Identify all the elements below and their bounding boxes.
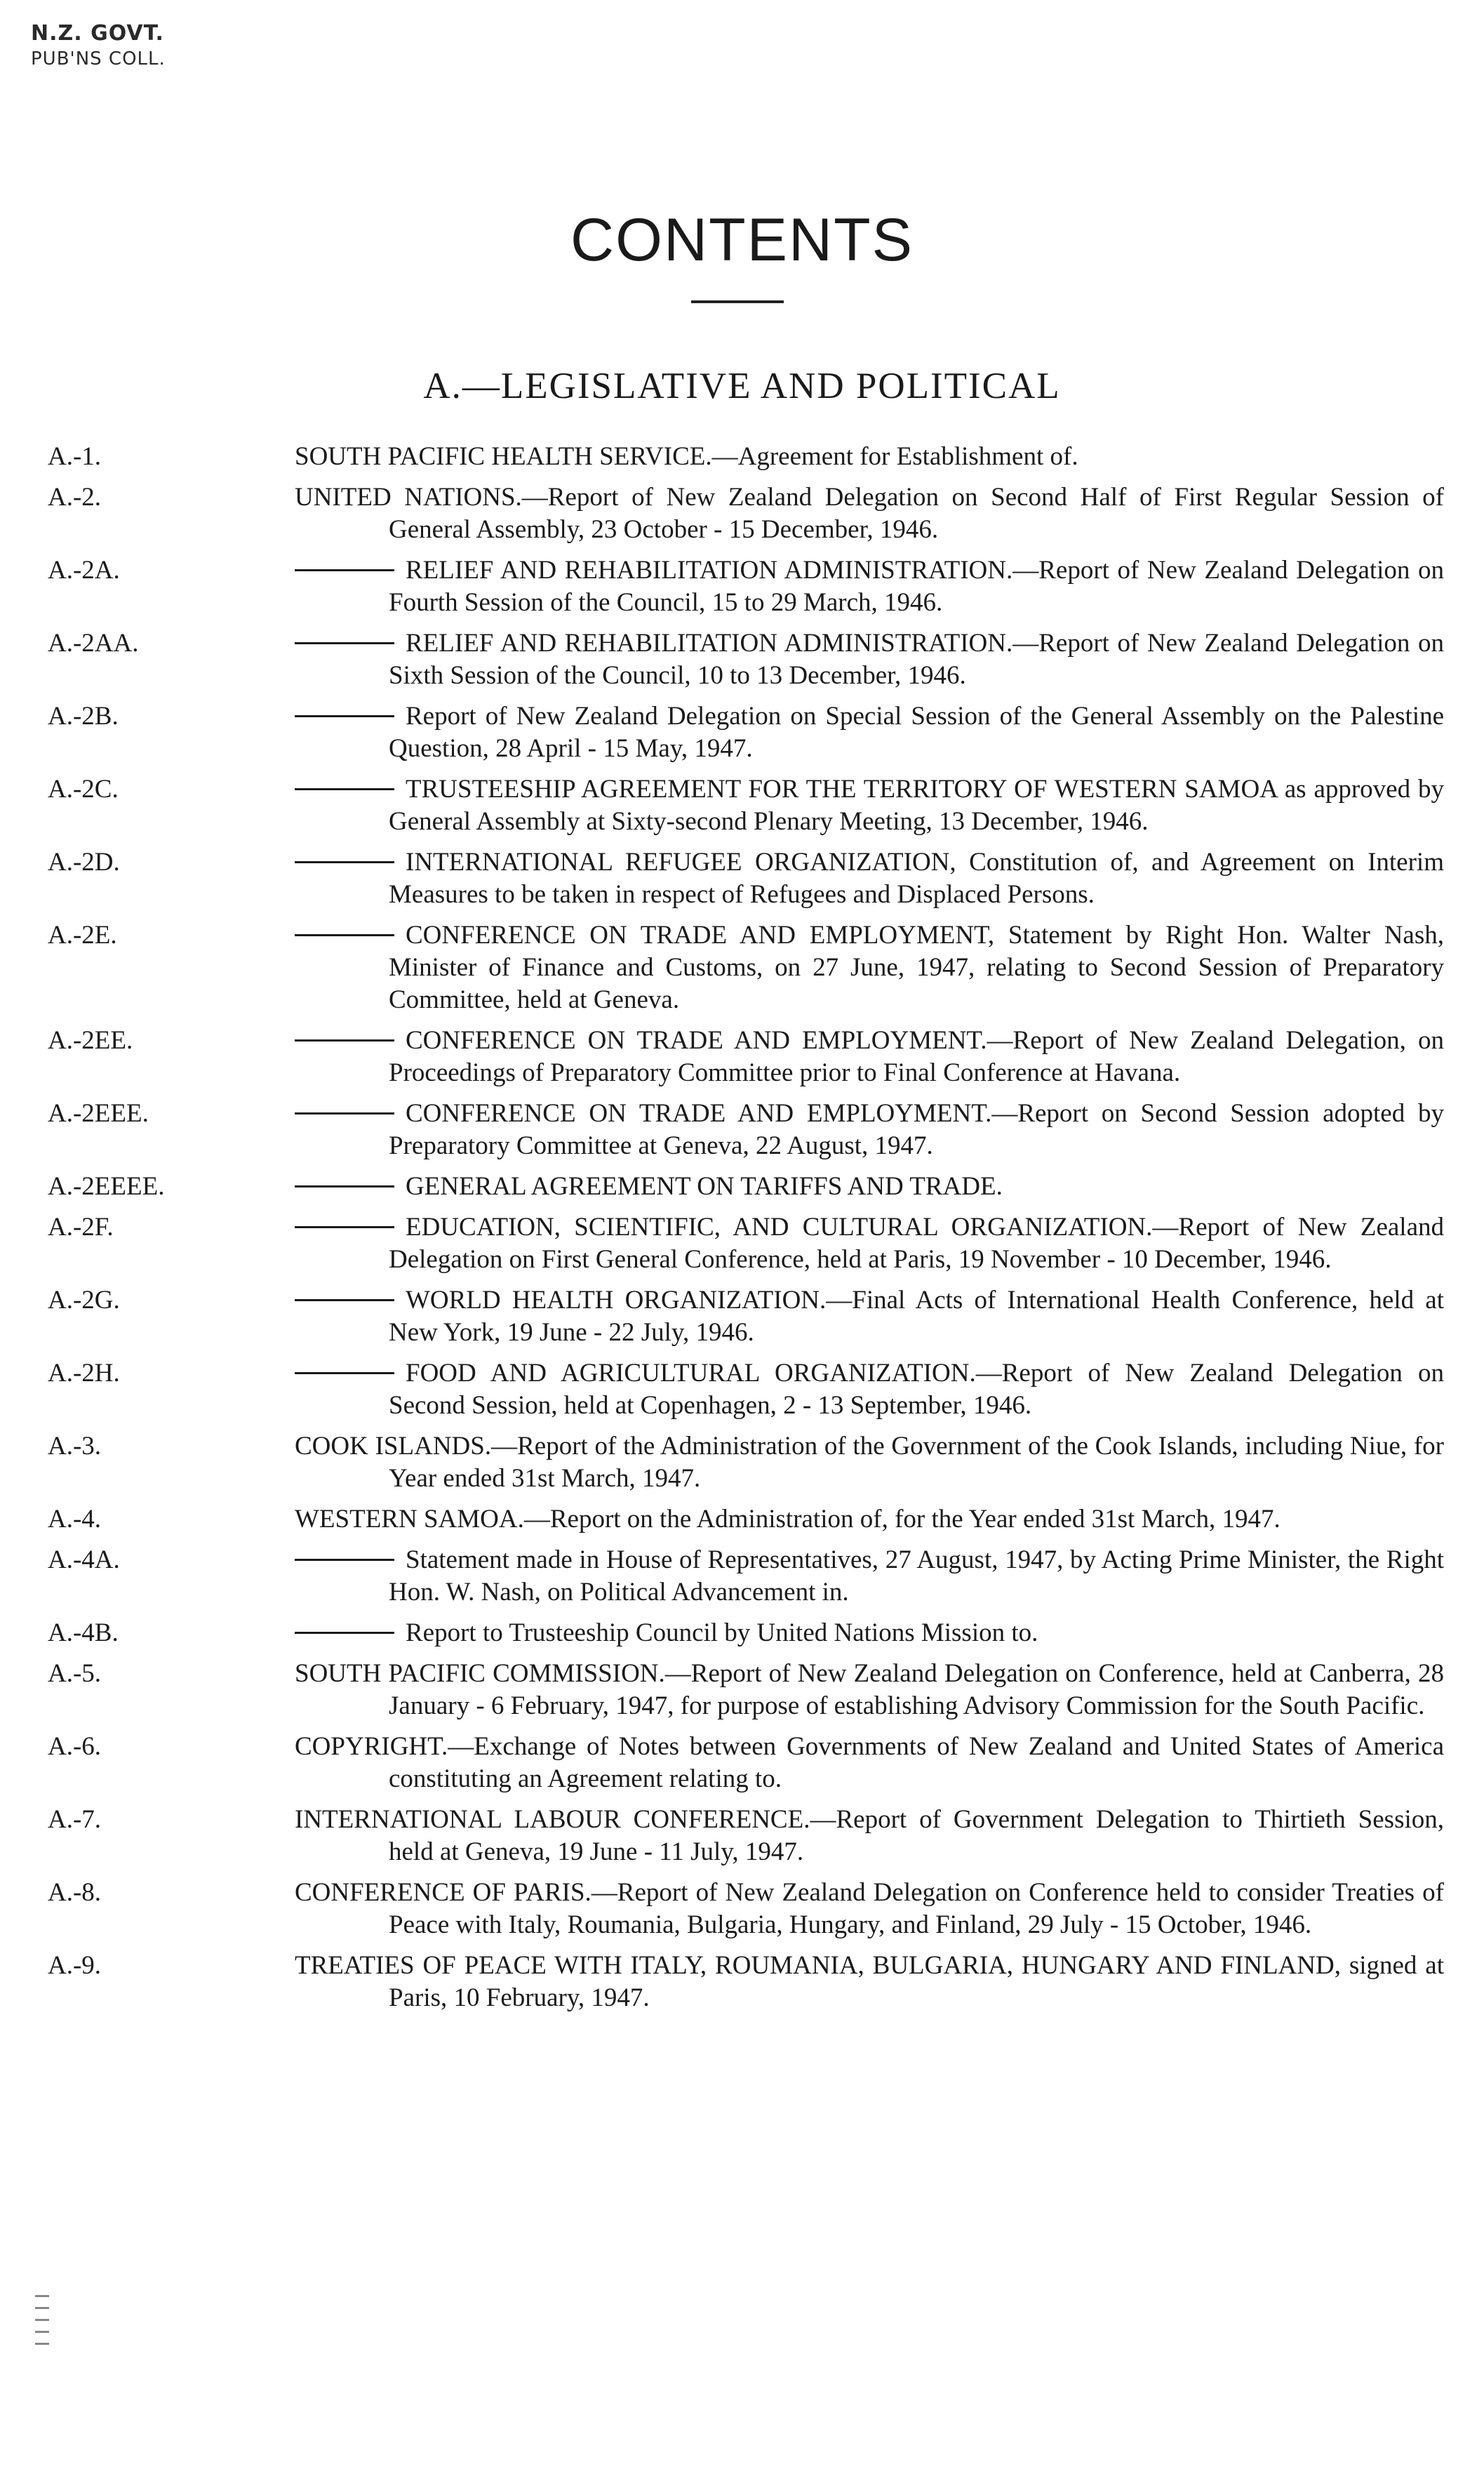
contents-entry (48, 773, 1444, 838)
entry-code: A.-2AA. (48, 629, 139, 658)
library-stamp (31, 21, 166, 72)
entry-body (389, 1544, 1444, 1609)
entry-code: A.-8. (48, 1878, 102, 1907)
contents-entry (48, 1658, 1444, 1722)
ditto-dash (295, 715, 394, 717)
entry-code: A.-2EE. (48, 1026, 133, 1055)
contents-entry (48, 1171, 1444, 1203)
entry-body (295, 441, 1444, 473)
ditto-dash (295, 934, 394, 936)
page-title: CONTENTS (570, 206, 914, 274)
entry-text: Report of New Zealand Delegation on Special Session of the General Assembly on the Palestine Question, 28 April - 15 May, 1947. (389, 702, 1444, 763)
stamp-line-2: PUB'NS COLL. (31, 48, 166, 69)
entry-text: WESTERN SAMOA.—Report on the Administration of, for the Year ended 31st March, 1947. (295, 1505, 1281, 1534)
entry-body (389, 773, 1444, 838)
entry-code: A.-4B. (48, 1618, 119, 1647)
entry-text: CONFERENCE OF PARIS.—Report of New Zealand Delegation on Conference held to consider Treaties of Peace with Italy, Roumania, Bulgaria, Hungary, and Finland, 29 July - 15 October, 1946. (295, 1878, 1444, 1939)
entry-body (389, 1211, 1444, 1276)
entry-code: A.-6. (48, 1732, 102, 1761)
entry-code: A.-2H. (48, 1359, 120, 1388)
entry-code: A.-5. (48, 1659, 102, 1688)
contents-entry (48, 627, 1444, 692)
section-heading: A.—LEGISLATIVE AND POLITICAL (423, 366, 1061, 406)
entry-code: A.-7. (48, 1805, 102, 1834)
entry-text: EDUCATION, SCIENTIFIC, AND CULTURAL ORGANIZATION.—Report of New Zealand Delegation on First General Conference, held at Paris, 19 November - 10 December, 1946. (389, 1213, 1444, 1274)
entry-text: TREATIES OF PEACE WITH ITALY, ROUMANIA, BULGARIA, HUNGARY AND FINLAND, signed at Paris, 10 February, 1947. (295, 1951, 1444, 2012)
entry-text: Report to Trusteeship Council by United Nations Mission to. (406, 1618, 1038, 1647)
entry-body (389, 1617, 1444, 1649)
entry-body (295, 481, 1444, 546)
ditto-dash (295, 1185, 394, 1188)
entry-code: A.-2A. (48, 556, 120, 585)
contents-list (48, 441, 1444, 2014)
entry-code: A.-9. (48, 1951, 102, 1980)
ditto-dash (295, 1039, 394, 1042)
entry-code: A.-2EEEE. (48, 1172, 165, 1201)
ditto-dash (295, 1299, 394, 1301)
ditto-dash (295, 1226, 394, 1228)
ditto-dash (295, 788, 394, 790)
stamp-line-1: N.Z. GOVT. (31, 21, 164, 46)
entry-body (295, 1430, 1444, 1495)
ditto-dash (295, 1112, 394, 1115)
entry-text: WORLD HEALTH ORGANIZATION.—Final Acts of International Health Conference, held at New York, 19 June - 22 July, 1946. (389, 1286, 1444, 1347)
contents-entry (48, 1950, 1444, 2014)
entry-text: FOOD AND AGRICULTURAL ORGANIZATION.—Report of New Zealand Delegation on Second Session, held at Copenhagen, 2 - 13 September, 1946. (389, 1359, 1444, 1420)
entry-code: A.-4. (48, 1505, 102, 1534)
entry-code: A.-2F. (48, 1213, 114, 1242)
entry-code: A.-2. (48, 483, 102, 512)
contents-entry (48, 1617, 1444, 1649)
entry-body (295, 1658, 1444, 1722)
entry-text: SOUTH PACIFIC COMMISSION.—Report of New Zealand Delegation on Conference, held at Canberra, 28 January - 6 February, 1947, for purpose of establishing Advisory Commission for the South Pacific. (295, 1659, 1444, 1720)
contents-entry (48, 481, 1444, 546)
entry-code: A.-2G. (48, 1286, 120, 1315)
entry-code: A.-4A. (48, 1545, 120, 1574)
contents-entry (48, 846, 1444, 911)
entry-text: SOUTH PACIFIC HEALTH SERVICE.—Agreement for Establishment of. (295, 442, 1078, 471)
ditto-dash (295, 1372, 394, 1374)
title-divider (691, 300, 784, 303)
entry-text: GENERAL AGREEMENT ON TARIFFS AND TRADE. (406, 1172, 1003, 1201)
entry-text: CONFERENCE ON TRADE AND EMPLOYMENT.—Report of New Zealand Delegation, on Proceedings of Preparatory Committee prior to Final Conference at Havana. (389, 1026, 1444, 1087)
entry-text: CONFERENCE ON TRADE AND EMPLOYMENT.—Report on Second Session adopted by Preparatory Committee at Geneva, 22 August, 1947. (389, 1099, 1444, 1160)
contents-entry (48, 1098, 1444, 1162)
entry-body (389, 1098, 1444, 1162)
entry-text: INTERNATIONAL REFUGEE ORGANIZATION, Constitution of, and Agreement on Interim Measures to be taken in respect of Refugees and Displaced Persons. (389, 848, 1444, 909)
entry-body (389, 1025, 1444, 1089)
entry-text: COPYRIGHT.—Exchange of Notes between Governments of New Zealand and United States of America constituting an Agreement relating to. (295, 1732, 1444, 1793)
contents-entry (48, 1503, 1444, 1536)
entry-body (295, 1731, 1444, 1795)
entry-text: Statement made in House of Representatives, 27 August, 1947, by Acting Prime Minister, the Right Hon. W. Nash, on Political Advancement in. (389, 1545, 1444, 1607)
entry-body (389, 846, 1444, 911)
contents-entry (48, 1211, 1444, 1276)
entry-text: INTERNATIONAL LABOUR CONFERENCE.—Report of Government Delegation to Thirtieth Session, held at Geneva, 19 June - 11 July, 1947. (295, 1805, 1444, 1866)
contents-entry (48, 919, 1444, 1016)
contents-entry (48, 1357, 1444, 1422)
contents-entry (48, 700, 1444, 765)
entry-body (389, 554, 1444, 619)
ditto-dash (295, 1632, 394, 1634)
entry-text: RELIEF AND REHABILITATION ADMINISTRATION.—Report of New Zealand Delegation on Fourth Session of the Council, 15 to 29 March, 1946. (389, 556, 1444, 617)
entry-code: A.-2C. (48, 775, 119, 804)
contents-entry (48, 1430, 1444, 1495)
entry-body (389, 919, 1444, 1016)
entry-code: A.-2E. (48, 921, 117, 950)
entry-body (389, 1357, 1444, 1422)
entry-code: A.-3. (48, 1432, 102, 1461)
contents-entry (48, 1804, 1444, 1868)
entry-body (389, 1171, 1444, 1203)
entry-code: A.-2D. (48, 848, 120, 877)
ditto-dash (295, 1559, 394, 1561)
entry-body (295, 1950, 1444, 2014)
entry-body (295, 1804, 1444, 1868)
entry-text: RELIEF AND REHABILITATION ADMINISTRATION.—Report of New Zealand Delegation on Sixth Session of the Council, 10 to 13 December, 1946. (389, 629, 1444, 690)
ditto-dash (295, 569, 394, 571)
entry-text: TRUSTEESHIP AGREEMENT FOR THE TERRITORY OF WESTERN SAMOA as approved by General Assembly at Sixty-second Plenary Meeting, 13 December, 1946. (389, 775, 1444, 836)
contents-entry (48, 1025, 1444, 1089)
entry-body (295, 1877, 1444, 1941)
entry-body (295, 1503, 1444, 1536)
entry-code: A.-1. (48, 442, 102, 471)
entry-text: CONFERENCE ON TRADE AND EMPLOYMENT, Statement by Right Hon. Walter Nash, Minister of Finance and Customs, on 27 June, 1947, relating to Second Session of Preparatory Committee, held at Geneva. (389, 921, 1444, 1014)
entry-code: A.-2B. (48, 702, 119, 731)
contents-entry (48, 441, 1444, 473)
scan-margin-marks (35, 2295, 49, 2355)
contents-entry (48, 1877, 1444, 1941)
contents-entry (48, 1544, 1444, 1609)
entry-code: A.-2EEE. (48, 1099, 149, 1128)
entry-text: UNITED NATIONS.—Report of New Zealand Delegation on Second Half of First Regular Session of General Assembly, 23 October - 15 December, 1946. (295, 483, 1444, 544)
entry-body (389, 700, 1444, 765)
contents-entry (48, 1284, 1444, 1349)
ditto-dash (295, 642, 394, 644)
entry-body (389, 1284, 1444, 1349)
entry-text: COOK ISLANDS.—Report of the Administration of the Government of the Cook Islands, including Niue, for Year ended 31st March, 1947. (295, 1432, 1444, 1493)
ditto-dash (295, 861, 394, 863)
contents-entry (48, 1731, 1444, 1795)
entry-body (389, 627, 1444, 692)
contents-entry (48, 554, 1444, 619)
